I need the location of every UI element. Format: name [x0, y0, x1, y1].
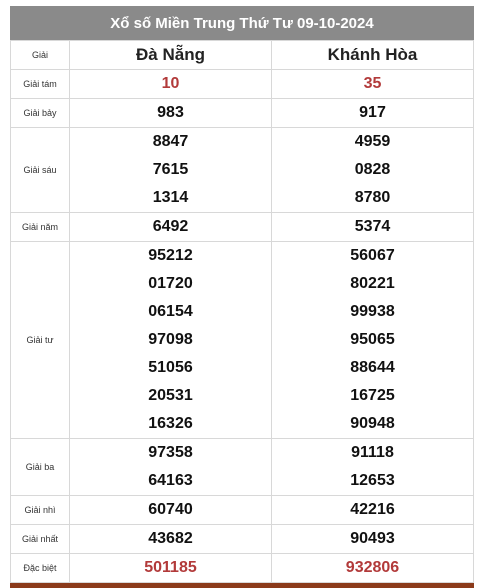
prize-number: 91118: [351, 444, 394, 461]
prize-numbers-col2: [272, 242, 474, 439]
prize-number: 501185: [144, 559, 197, 576]
prize-numbers-col1: [70, 439, 272, 496]
prize-label: Giải năm: [11, 213, 70, 242]
prize-number: 932806: [345, 559, 400, 576]
prize-label: Giải ba: [11, 439, 70, 496]
prize-number: 983: [157, 104, 184, 121]
prize-number: 917: [359, 104, 386, 121]
table-header-row: [11, 41, 474, 70]
prize-label: Giải tư: [11, 242, 70, 439]
prize-number: 6492: [152, 218, 189, 235]
prize-number: 97358: [148, 444, 193, 461]
prize-number: 0828: [354, 161, 391, 178]
prize-number: 35: [363, 75, 382, 92]
prize-number: 97098: [148, 331, 193, 348]
prize-number: 43682: [148, 530, 193, 547]
prize-numbers-col1: [70, 554, 272, 583]
results-panel: [10, 6, 474, 588]
prize-number: 4959: [354, 133, 391, 150]
prize-number: 95212: [148, 247, 193, 264]
prize-number: 42216: [350, 501, 395, 518]
prize-number: 95065: [350, 331, 395, 348]
prize-numbers-col1: [70, 496, 272, 525]
prize-row: [11, 439, 474, 496]
prize-numbers-col2: [272, 525, 474, 554]
prize-numbers-col2: [272, 213, 474, 242]
prize-row: [11, 554, 474, 583]
prize-numbers-col1: [70, 128, 272, 213]
prize-number: 20531: [148, 387, 193, 404]
prize-number: 16725: [350, 387, 395, 404]
prize-label: Giải tám: [11, 70, 70, 99]
prize-numbers-col1: [70, 213, 272, 242]
prize-number: 01720: [148, 275, 193, 292]
prize-row: [11, 496, 474, 525]
prize-number: 12653: [350, 472, 395, 489]
prize-number: 5374: [354, 218, 391, 235]
prize-number: 56067: [350, 247, 395, 264]
prize-number: 64163: [148, 472, 193, 489]
prize-numbers-col1: [70, 70, 272, 99]
prize-label: Giải sáu: [11, 128, 70, 213]
prize-number: 7615: [152, 161, 189, 178]
city-name-da-nang[interactable]: Đà Nẵng: [70, 41, 272, 70]
prize-number: 60740: [148, 501, 193, 518]
prize-number: 51056: [148, 359, 193, 376]
city-name-khanh-hoa[interactable]: Khánh Hòa: [272, 41, 474, 70]
prize-row: [11, 525, 474, 554]
prize-row: [11, 70, 474, 99]
page-title: Xổ số Miền Trung Thứ Tư 09-10-2024: [10, 6, 474, 40]
prize-number: 16326: [148, 415, 193, 432]
prize-row: [11, 128, 474, 213]
prize-numbers-col2: [272, 439, 474, 496]
prize-numbers-col2: [272, 554, 474, 583]
prize-numbers-col2: [272, 70, 474, 99]
prize-row: [11, 99, 474, 128]
prize-number: 8780: [354, 189, 391, 206]
prize-number: 99938: [350, 303, 395, 320]
prize-numbers-col1: [70, 99, 272, 128]
prize-number: 06154: [148, 303, 193, 320]
prize-row: [11, 213, 474, 242]
header-label: Giải: [11, 41, 70, 70]
prize-label: Đặc biệt: [11, 554, 70, 583]
prize-number: 90948: [350, 415, 395, 432]
prize-number: 8847: [152, 133, 189, 150]
prize-numbers-col2: [272, 99, 474, 128]
prize-label: Giải nhất: [11, 525, 70, 554]
prize-numbers-col1: [70, 525, 272, 554]
prize-numbers-col1: [70, 242, 272, 439]
prize-numbers-col2: [272, 496, 474, 525]
prize-number: 88644: [350, 359, 395, 376]
prize-label: Giải nhì: [11, 496, 70, 525]
prize-number: 80221: [350, 275, 395, 292]
prize-number: 90493: [350, 530, 395, 547]
prize-label: Giải bảy: [11, 99, 70, 128]
prize-numbers-col2: [272, 128, 474, 213]
results-table: [10, 40, 474, 583]
bottom-bar: [10, 583, 474, 588]
prize-number: 1314: [152, 189, 189, 206]
prize-number: 10: [161, 75, 180, 92]
prize-row: [11, 242, 474, 439]
